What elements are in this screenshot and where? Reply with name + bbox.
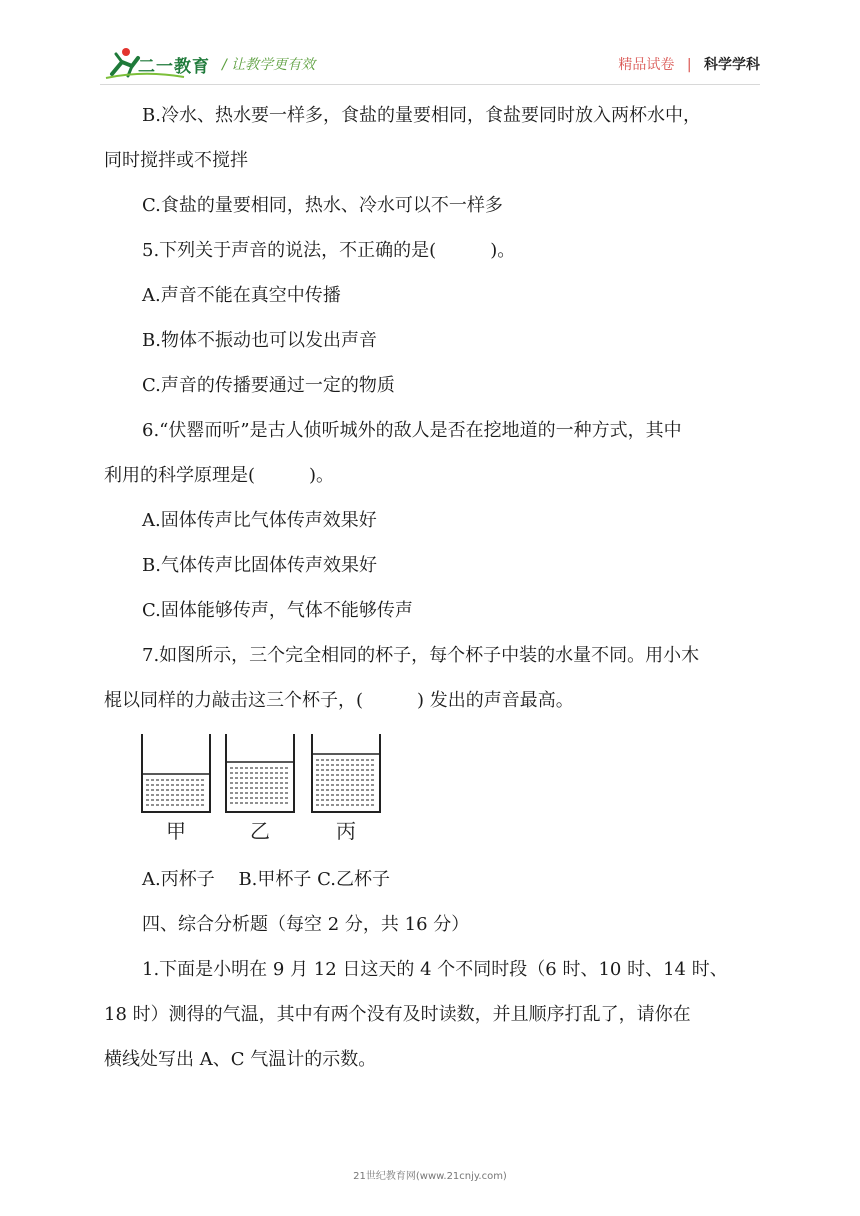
header-divider <box>100 84 760 85</box>
section4-q1-line-3: 横线处写出 A、C 气温计的示数。 <box>104 1049 377 1070</box>
logo-text: 二一教育 <box>138 57 210 77</box>
cup-yi <box>226 734 294 812</box>
header-label: 精品试卷 <box>618 57 675 73</box>
q7-options: A.丙杯子 B.甲杯子 C.乙杯子 <box>142 869 390 890</box>
section4-q1-line-2: 18 时）测得的气温，其中有两个没有及时读数，并且顺序打乱了，请你在 <box>104 1004 691 1025</box>
q6-option-b: B.气体传声比固体传声效果好 <box>142 555 377 576</box>
option-b-line-2: 同时搅拌或不搅拌 <box>104 150 248 171</box>
question-7-line-2: 棍以同样的力敲击这三个杯子，( ) 发出的声音最高。 <box>104 690 574 711</box>
cup-label-yi: 乙 <box>250 819 270 843</box>
question-7-line-1: 7.如图所示，三个完全相同的杯子，每个杯子中装的水量不同。用小木 <box>142 645 700 666</box>
page-header <box>0 0 860 90</box>
question-6-line-2: 利用的科学原理是( )。 <box>104 465 335 486</box>
q5-option-b: B.物体不振动也可以发出声音 <box>142 330 377 351</box>
q5-option-a: A.声音不能在真空中传播 <box>142 285 341 306</box>
section4-q1-line-1: 1.下面是小明在 9 月 12 日这天的 4 个不同时段（6 时、10 时、14 时、 <box>142 959 728 980</box>
option-c: C.食盐的量要相同，热水、冷水可以不一样多 <box>142 195 503 216</box>
cup-label-jia: 甲 <box>166 819 186 843</box>
cup-label-bing: 丙 <box>336 819 356 843</box>
q5-option-c: C.声音的传播要通过一定的物质 <box>142 375 395 396</box>
slogan: / 让教学更有效 <box>222 57 316 73</box>
question-6-line-1: 6.“伏罂而听”是古人侦听城外的敌人是否在挖地道的一种方式，其中 <box>142 420 682 441</box>
q6-option-a: A.固体传声比气体传声效果好 <box>142 510 377 531</box>
q6-option-c: C.固体能够传声，气体不能够传声 <box>142 600 413 621</box>
header-separator: | <box>686 57 692 73</box>
section-4-heading: 四、综合分析题（每空 2 分，共 16 分） <box>142 914 470 935</box>
three-cups-figure <box>140 732 390 847</box>
cup-bing <box>312 734 380 812</box>
header-subject: 科学学科 <box>704 57 760 73</box>
cup-jia <box>142 734 210 812</box>
option-b-line-1: B.冷水、热水要一样多，食盐的量要相同，食盐要同时放入两杯水中， <box>142 105 701 126</box>
question-5: 5.下列关于声音的说法，不正确的是( )。 <box>142 240 516 261</box>
page-footer: 21世纪教育网(www.21cnjy.com) <box>353 1171 507 1182</box>
header-right <box>618 54 760 74</box>
